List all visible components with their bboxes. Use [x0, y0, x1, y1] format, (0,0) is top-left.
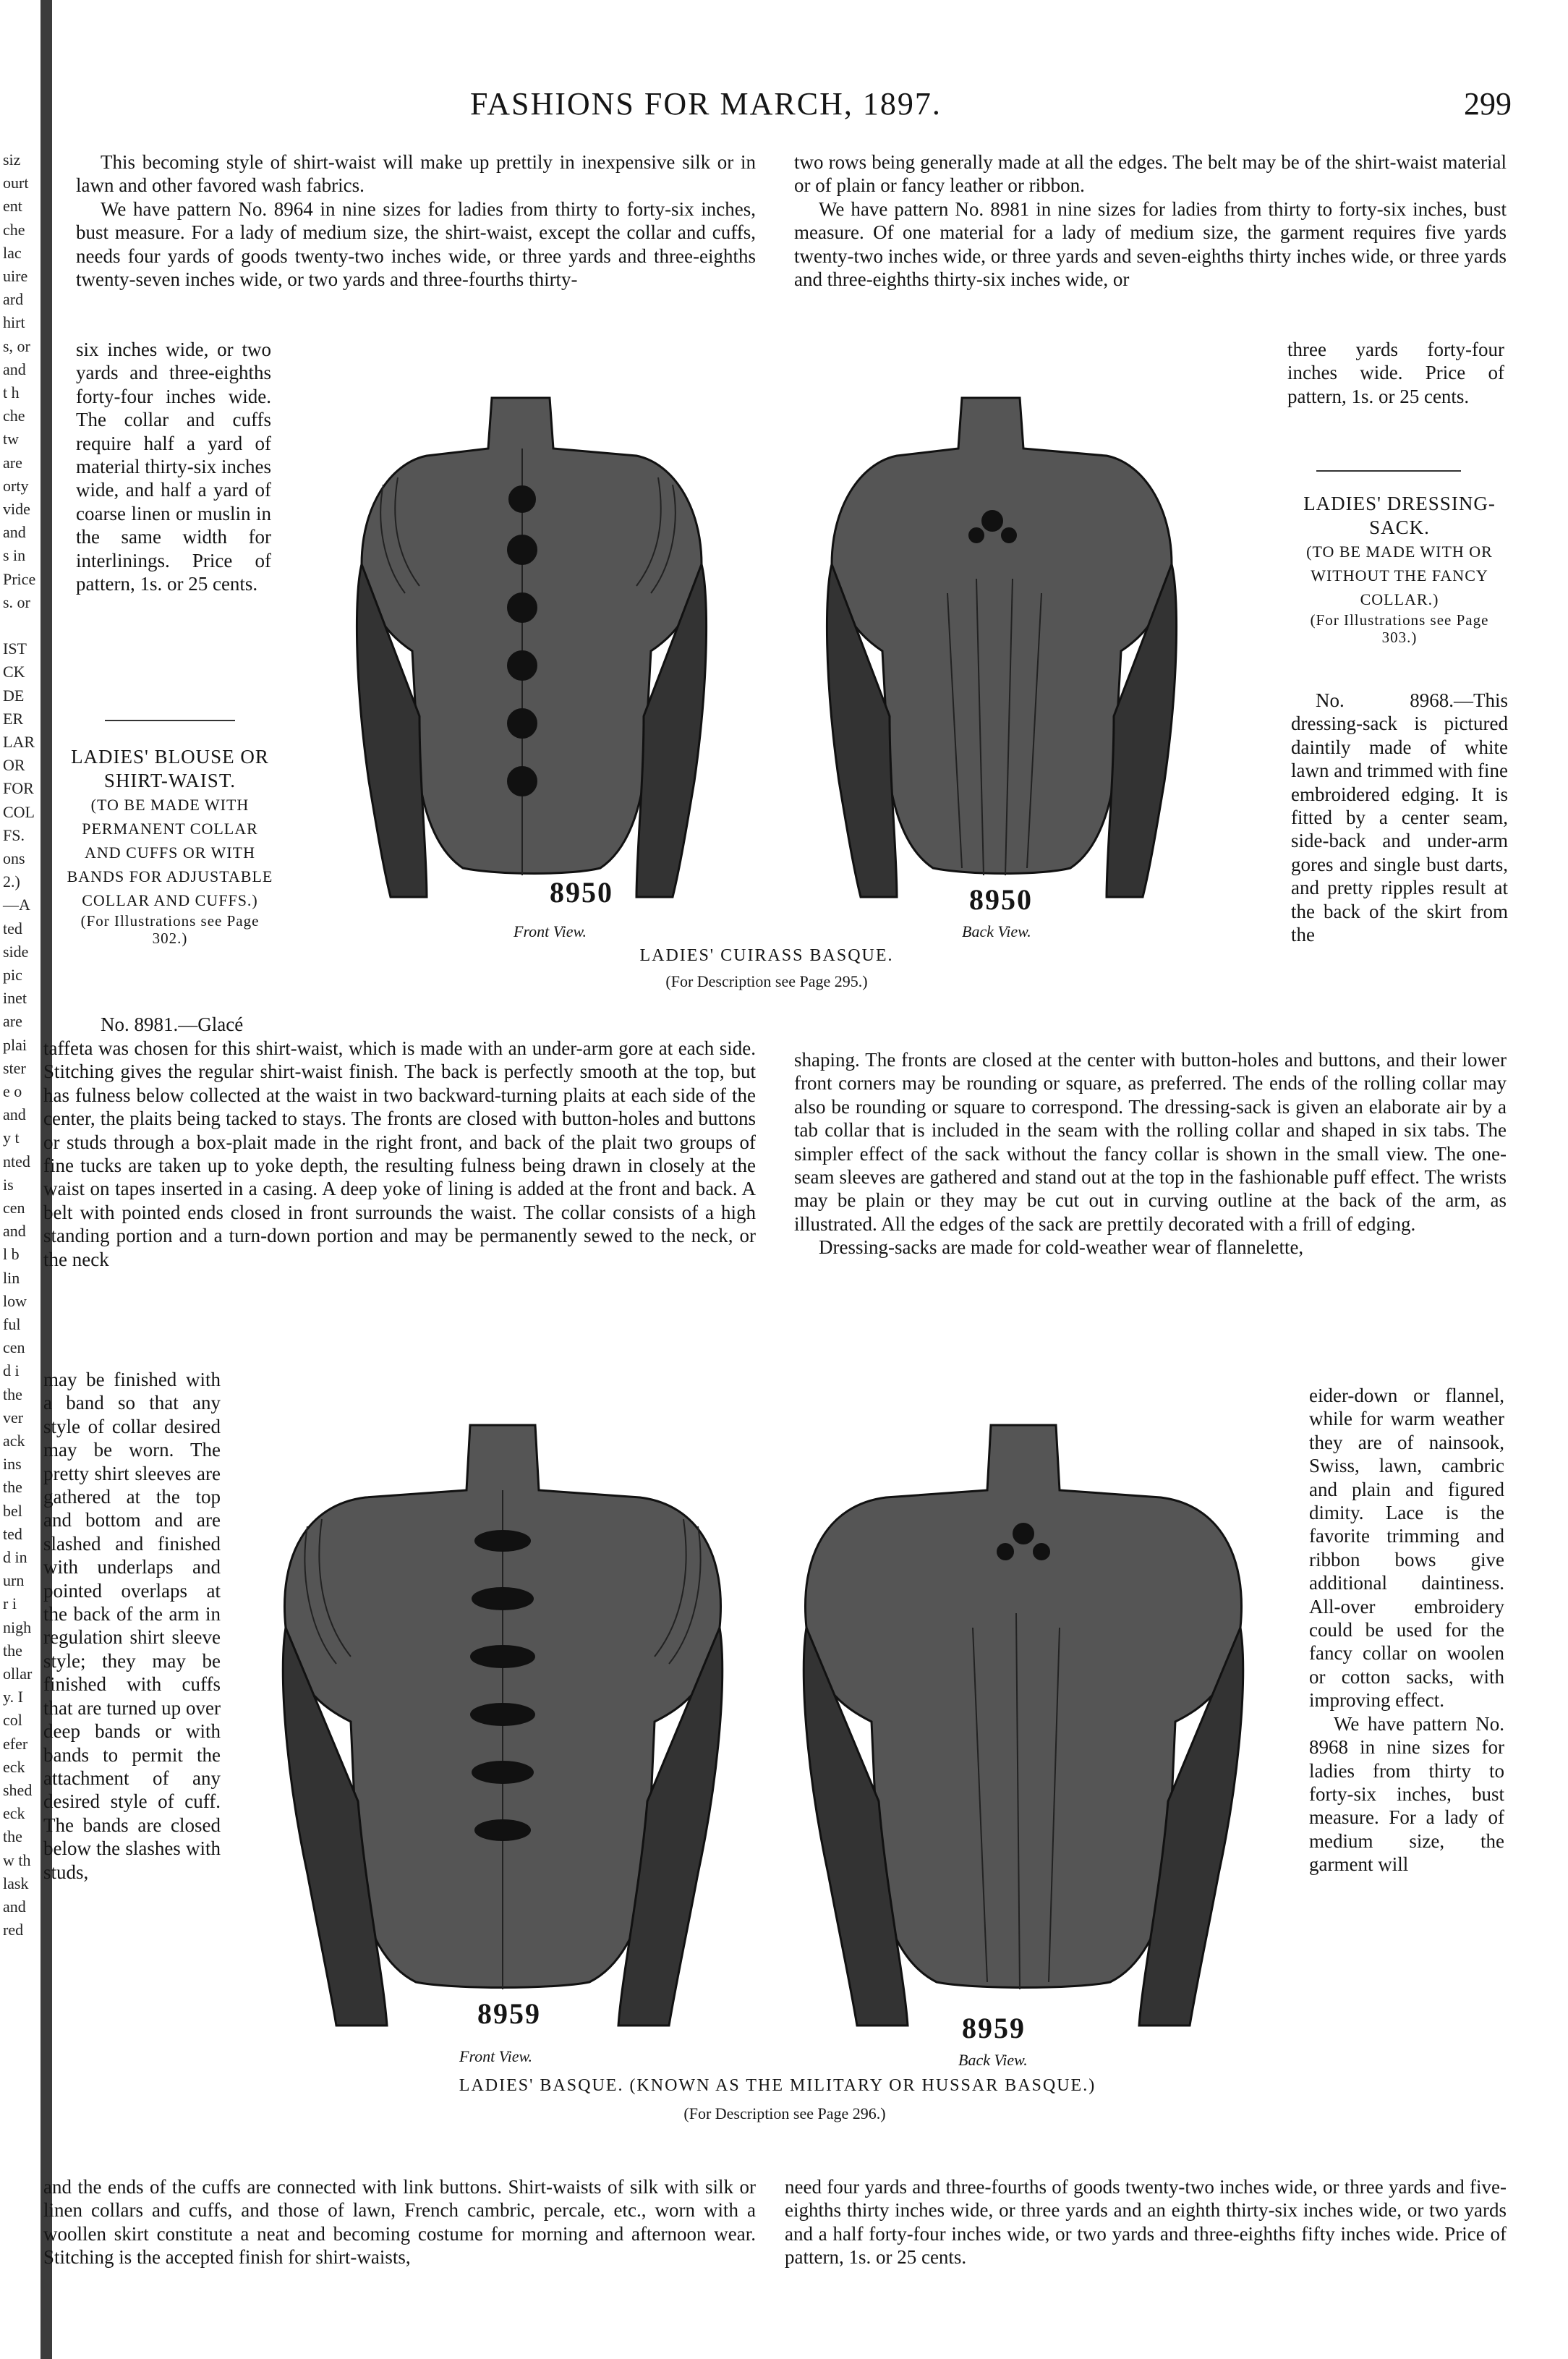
- paragraph: taffeta was chosen for this shirt-waist, which is made with an under-arm gore at each side. Stitching gives the regular shirt-waist finish. The back is perfectly smooth at the top, but has fulness below collected at the waist in two backward-turning plaits at each side of the center, the plaits being tacked to stays. The fronts are closed with button-holes and buttons or studs through a box-plait made in the right front, and back of the plait two groups of fine tucks are taken up to yoke depth, the resulting fulness being drawn in closely at the waist on tapes inserted in a casing. A deep yoke of lining is added at the front and back. A belt with pointed ends closed in front surrounds the waist. The collar consists of a high standing portion and a turn-down portion and may be permanently sewed to the neck, or the neck: [43, 1037, 756, 1270]
- paragraph: No. 8968.—This dressing-sack is pictured daintily made of white lawn and trimmed with fine embroidered edging. It is fitted by a center seam, side-back and under-arm gores and single bust darts, and pretty ripples result at the back of the skirt from the: [1291, 689, 1508, 946]
- edge-fragment: ent: [3, 197, 22, 216]
- right-top-text: [794, 150, 1507, 291]
- left-top-text: [76, 150, 756, 291]
- left-bottom-text: [43, 2175, 756, 2269]
- edge-fragment: FOR: [3, 779, 34, 798]
- paragraph: This becoming style of shirt-waist will make up prettily in inexpensive silk or in lawn and other favored wash fabrics.: [76, 151, 756, 197]
- illustration-cuirass-basque: [333, 376, 1237, 926]
- bodice-back-view: [804, 1425, 1243, 2026]
- edge-fragment: ER: [3, 709, 24, 728]
- edge-fragment: and: [3, 1222, 26, 1241]
- edge-fragment: siz: [3, 150, 21, 169]
- edge-fragment: d in: [3, 1548, 27, 1566]
- edge-fragment: is: [3, 1175, 14, 1194]
- edge-fragment: ons: [3, 849, 25, 867]
- edge-fragment: uire: [3, 267, 28, 285]
- edge-fragment: red: [3, 1921, 24, 1939]
- edge-fragment: the: [3, 1641, 22, 1659]
- edge-fragment: lac: [3, 243, 22, 262]
- divider: [1316, 470, 1461, 472]
- edge-fragment: ful: [3, 1315, 21, 1333]
- pattern-number: 8950: [550, 876, 613, 909]
- edge-fragment: low: [3, 1291, 27, 1310]
- figure-reference: (For Description see Page 296.): [683, 2104, 886, 2122]
- edge-fragment: w th: [3, 1850, 31, 1869]
- edge-fragment: and: [3, 1897, 26, 1916]
- heading-reference: (For Illustrations see Page 303.): [1310, 611, 1489, 646]
- heading-reference: (For Illustrations see Page 302.): [80, 912, 260, 947]
- section-heading-blouse: [65, 745, 275, 947]
- paragraph: We have pattern No. 8981 in nine sizes for ladies from thirty to forty-six inches, bust measure. Of one material for a lady of medium size, the garment requires five yards twenty-two inches wide, or three yards and seven-eighths thirty inches wide, or three yards and three-eighths thirty-six inches wide, or: [794, 197, 1507, 291]
- edge-fragment: cen: [3, 1199, 25, 1217]
- figure-caption: LADIES' BASQUE. (KNOWN AS THE MILITARY OR HUSSAR BASQUE.): [459, 2076, 1096, 2095]
- edge-fragment: ack: [3, 1432, 25, 1450]
- edge-fragment: 2.): [3, 872, 20, 891]
- section-heading-dressing-sack: [1291, 492, 1508, 646]
- pattern-number: 8959: [477, 1997, 541, 2030]
- paragraph: need four yards and three-fourths of goods twenty-two inches wide, or three yards and five-eighths thirty inches wide, or three yards and an eighth thirty-six inches wide, or two yards and a half forty-four inches wide, or two yards and three-eighths fifty inches wide. Price of pattern, 1s. or 25 cents.: [785, 2176, 1507, 2269]
- edge-fragment: e o: [3, 1082, 22, 1100]
- right-narrow-text: [1287, 338, 1504, 408]
- edge-fragment: l b: [3, 1245, 20, 1264]
- edge-fragment: ollar: [3, 1665, 33, 1683]
- edge-fragment: nted: [3, 1152, 30, 1170]
- paragraph: We have pattern No. 8968 in nine sizes for ladies from thirty to forty-six inches, bust measure. For a lady of medium size, the garment will: [1309, 1712, 1504, 1876]
- bodice-front-view: [283, 1425, 723, 2026]
- edge-fragment: s. or: [3, 592, 30, 611]
- edge-fragment: ster: [3, 1058, 26, 1077]
- left-narrow-text-2: [43, 1368, 221, 1884]
- edge-fragment: nigh: [3, 1618, 32, 1636]
- heading-subtitle: (TO BE MADE WITH OR WITHOUT THE FANCY COLLAR.): [1306, 543, 1493, 608]
- edge-fragment: che: [3, 407, 25, 425]
- edge-fragment: ted: [3, 1524, 22, 1543]
- edge-fragment: che: [3, 220, 25, 239]
- edge-fragment: side: [3, 942, 29, 961]
- edge-fragment: orty: [3, 476, 29, 495]
- edge-fragment: ted: [3, 919, 22, 938]
- edge-fragment: plai: [3, 1035, 27, 1054]
- figure-cuirass-basque: [333, 376, 1237, 1006]
- paragraph: three yards forty-four inches wide. Price of pattern, 1s. or 25 cents.: [1287, 339, 1504, 407]
- pattern-number: 8959: [962, 2012, 1026, 2044]
- edge-fragment: eck: [3, 1757, 25, 1776]
- paragraph: We have pattern No. 8964 in nine sizes for ladies from thirty to forty-six inches, bust measure. For a lady of medium size, the shirt-waist, except the collar and cuffs, needs four yards of goods twenty-two inches wide, or three yards and three-eighths twenty-seven inches wide, or two yards and three-fourths thirty-: [76, 197, 756, 291]
- edge-fragment: d i: [3, 1361, 20, 1380]
- edge-fragment: are: [3, 1012, 22, 1031]
- edge-fragment: and: [3, 360, 26, 378]
- right-narrow-text-2: [1309, 1384, 1504, 1876]
- paragraph: eider-down or flannel, while for warm weather they are of nainsook, Swiss, lawn, cambric and plain and figured dimity. Lace is the favorite trimming and ribbon bows give additional daintiness. All-over embroidery could be used for the fancy collar on woolen or cotton sacks, with improving effect.: [1309, 1385, 1504, 1712]
- edge-fragment: shed: [3, 1781, 33, 1799]
- paragraph: two rows being generally made at all the edges. The belt may be of the shirt-waist material or of plain or fancy leather or ribbon.: [794, 151, 1507, 197]
- paragraph: No. 8981.—Glacé: [101, 1013, 244, 1035]
- edge-fragment: inet: [3, 989, 27, 1008]
- paragraph: six inches wide, or two yards and three-eighths forty-four inches wide. The collar and cuffs require half a yard of material thirty-six inches wide, and half a yard of coarse linen or muslin in the same width for interlinings. Price of pattern, 1s. or 25 cents.: [76, 339, 271, 595]
- edge-fragment: and: [3, 523, 26, 542]
- paragraph: and the ends of the cuffs are connected with link buttons. Shirt-waists of silk with silk or linen collars and cuffs, and those of lawn, French cambric, percale, etc., worn with a woollen skirt constitute a neat and becoming costume for morning and afternoon wear. Stitching is the accepted finish for shirt-waists,: [43, 2176, 756, 2269]
- edge-fragment: s in: [3, 546, 26, 565]
- left-wide-text: [43, 1037, 756, 1271]
- edge-fragment: lask: [3, 1874, 29, 1892]
- edge-fragment: FS.: [3, 825, 25, 844]
- edge-fragment: ver: [3, 1408, 24, 1427]
- edge-fragment: efer: [3, 1734, 28, 1753]
- edge-fragment: r i: [3, 1594, 17, 1613]
- heading-subtitle: (TO BE MADE WITH PERMANENT COLLAR AND CUFFS OR WITH BANDS FOR ADJUSTABLE COLLAR AND CUFFS.): [67, 796, 273, 909]
- edge-fragment: COL: [3, 802, 35, 821]
- bodice-front-view: [357, 398, 706, 897]
- edge-fragment: hirt: [3, 313, 25, 332]
- edge-fragment: t h: [3, 383, 20, 401]
- edge-fragment: tw: [3, 430, 19, 449]
- paragraph: shaping. The fronts are closed at the center with button-holes and buttons, and their lower front corners may be rounding or square, as preferred. The ends of the rolling collar may also be rounding or square to correspond. The dressing-sack is given an elaborate air by a tab collar that is included in the seam with the rolling collar and shaped in six tabs. The simpler effect of the sack without the fancy collar is shown in the small view. The one-seam sleeves are gathered and stand out at the top in the fashionable puff effect. The wrists may be plain or they may be cut out in curving outline at the back of the arm, as illustrated. All the edges of the sack are prettily decorated with a frill of edging.: [794, 1049, 1507, 1235]
- view-label-front: Front View.: [514, 922, 587, 940]
- page-number: 299: [1464, 86, 1512, 122]
- paragraph: may be finished with a band so that any style of collar desired may be worn. The pretty shirt sleeves are gathered at the top and bottom and are slashed and finished with underlaps and pointed overlaps at the back of the arm in regulation shirt sleeve style; they may be finished with cuffs that are turned up over deep bands or with bands to permit the attachment of any desired style of cuff. The bands are closed below the slashes with studs,: [43, 1369, 221, 1883]
- edge-fragment: CK: [3, 663, 25, 681]
- view-label-back: Back View.: [958, 2051, 1028, 2069]
- divider: [105, 720, 235, 721]
- pattern-number: 8950: [969, 883, 1033, 916]
- edge-fragment: eck: [3, 1804, 25, 1823]
- heading-title: LADIES' DRESSING-SACK.: [1303, 493, 1496, 538]
- right-no-para: [1291, 689, 1508, 946]
- edge-fragment: col: [3, 1711, 22, 1730]
- edge-fragment: ourt: [3, 174, 29, 192]
- view-label-front: Front View.: [459, 2047, 533, 2065]
- edge-fragment: s, or: [3, 336, 30, 355]
- bodice-back-view: [827, 398, 1176, 897]
- figure-caption: LADIES' CUIRASS BASQUE.: [639, 946, 894, 965]
- view-label-back: Back View.: [962, 922, 1031, 940]
- edge-fragment: the: [3, 1827, 22, 1846]
- illustration-military-basque: [278, 1411, 1298, 2047]
- edge-fragment: y. I: [3, 1688, 23, 1706]
- left-no-start: [76, 1013, 271, 1036]
- right-wide-text: [794, 1048, 1507, 1259]
- edge-fragment: DE: [3, 686, 25, 705]
- edge-fragment: y t: [3, 1129, 20, 1147]
- edge-fragment: LAR: [3, 733, 35, 751]
- edge-fragment: the: [3, 1385, 22, 1403]
- left-narrow-text: [76, 338, 271, 595]
- edge-fragment: ard: [3, 290, 24, 309]
- edge-fragment: lin: [3, 1268, 20, 1287]
- edge-fragment: bel: [3, 1501, 22, 1520]
- edge-fragment: vide: [3, 500, 30, 518]
- heading-title: LADIES' BLOUSE OR SHIRT-WAIST.: [71, 746, 269, 791]
- figure-reference: (For Description see Page 295.): [665, 972, 868, 990]
- edge-fragment: OR: [3, 756, 25, 775]
- edge-fragment: IST: [3, 639, 27, 658]
- edge-fragment: ins: [3, 1455, 22, 1474]
- edge-fragment: Price: [3, 569, 36, 588]
- edge-fragment: —A: [3, 896, 30, 914]
- edge-fragment: and: [3, 1105, 26, 1124]
- edge-fragment: cen: [3, 1338, 25, 1357]
- figure-military-basque: [278, 1411, 1298, 2148]
- right-bottom-text: [785, 2175, 1507, 2269]
- edge-fragment: urn: [3, 1571, 25, 1590]
- paragraph: Dressing-sacks are made for cold-weather wear of flannelette,: [819, 1236, 1304, 1259]
- edge-fragment: the: [3, 1478, 22, 1497]
- edge-fragment: are: [3, 453, 22, 472]
- edge-fragment: pic: [3, 966, 22, 984]
- running-title: FASHIONS FOR MARCH, 1897.: [470, 86, 942, 122]
